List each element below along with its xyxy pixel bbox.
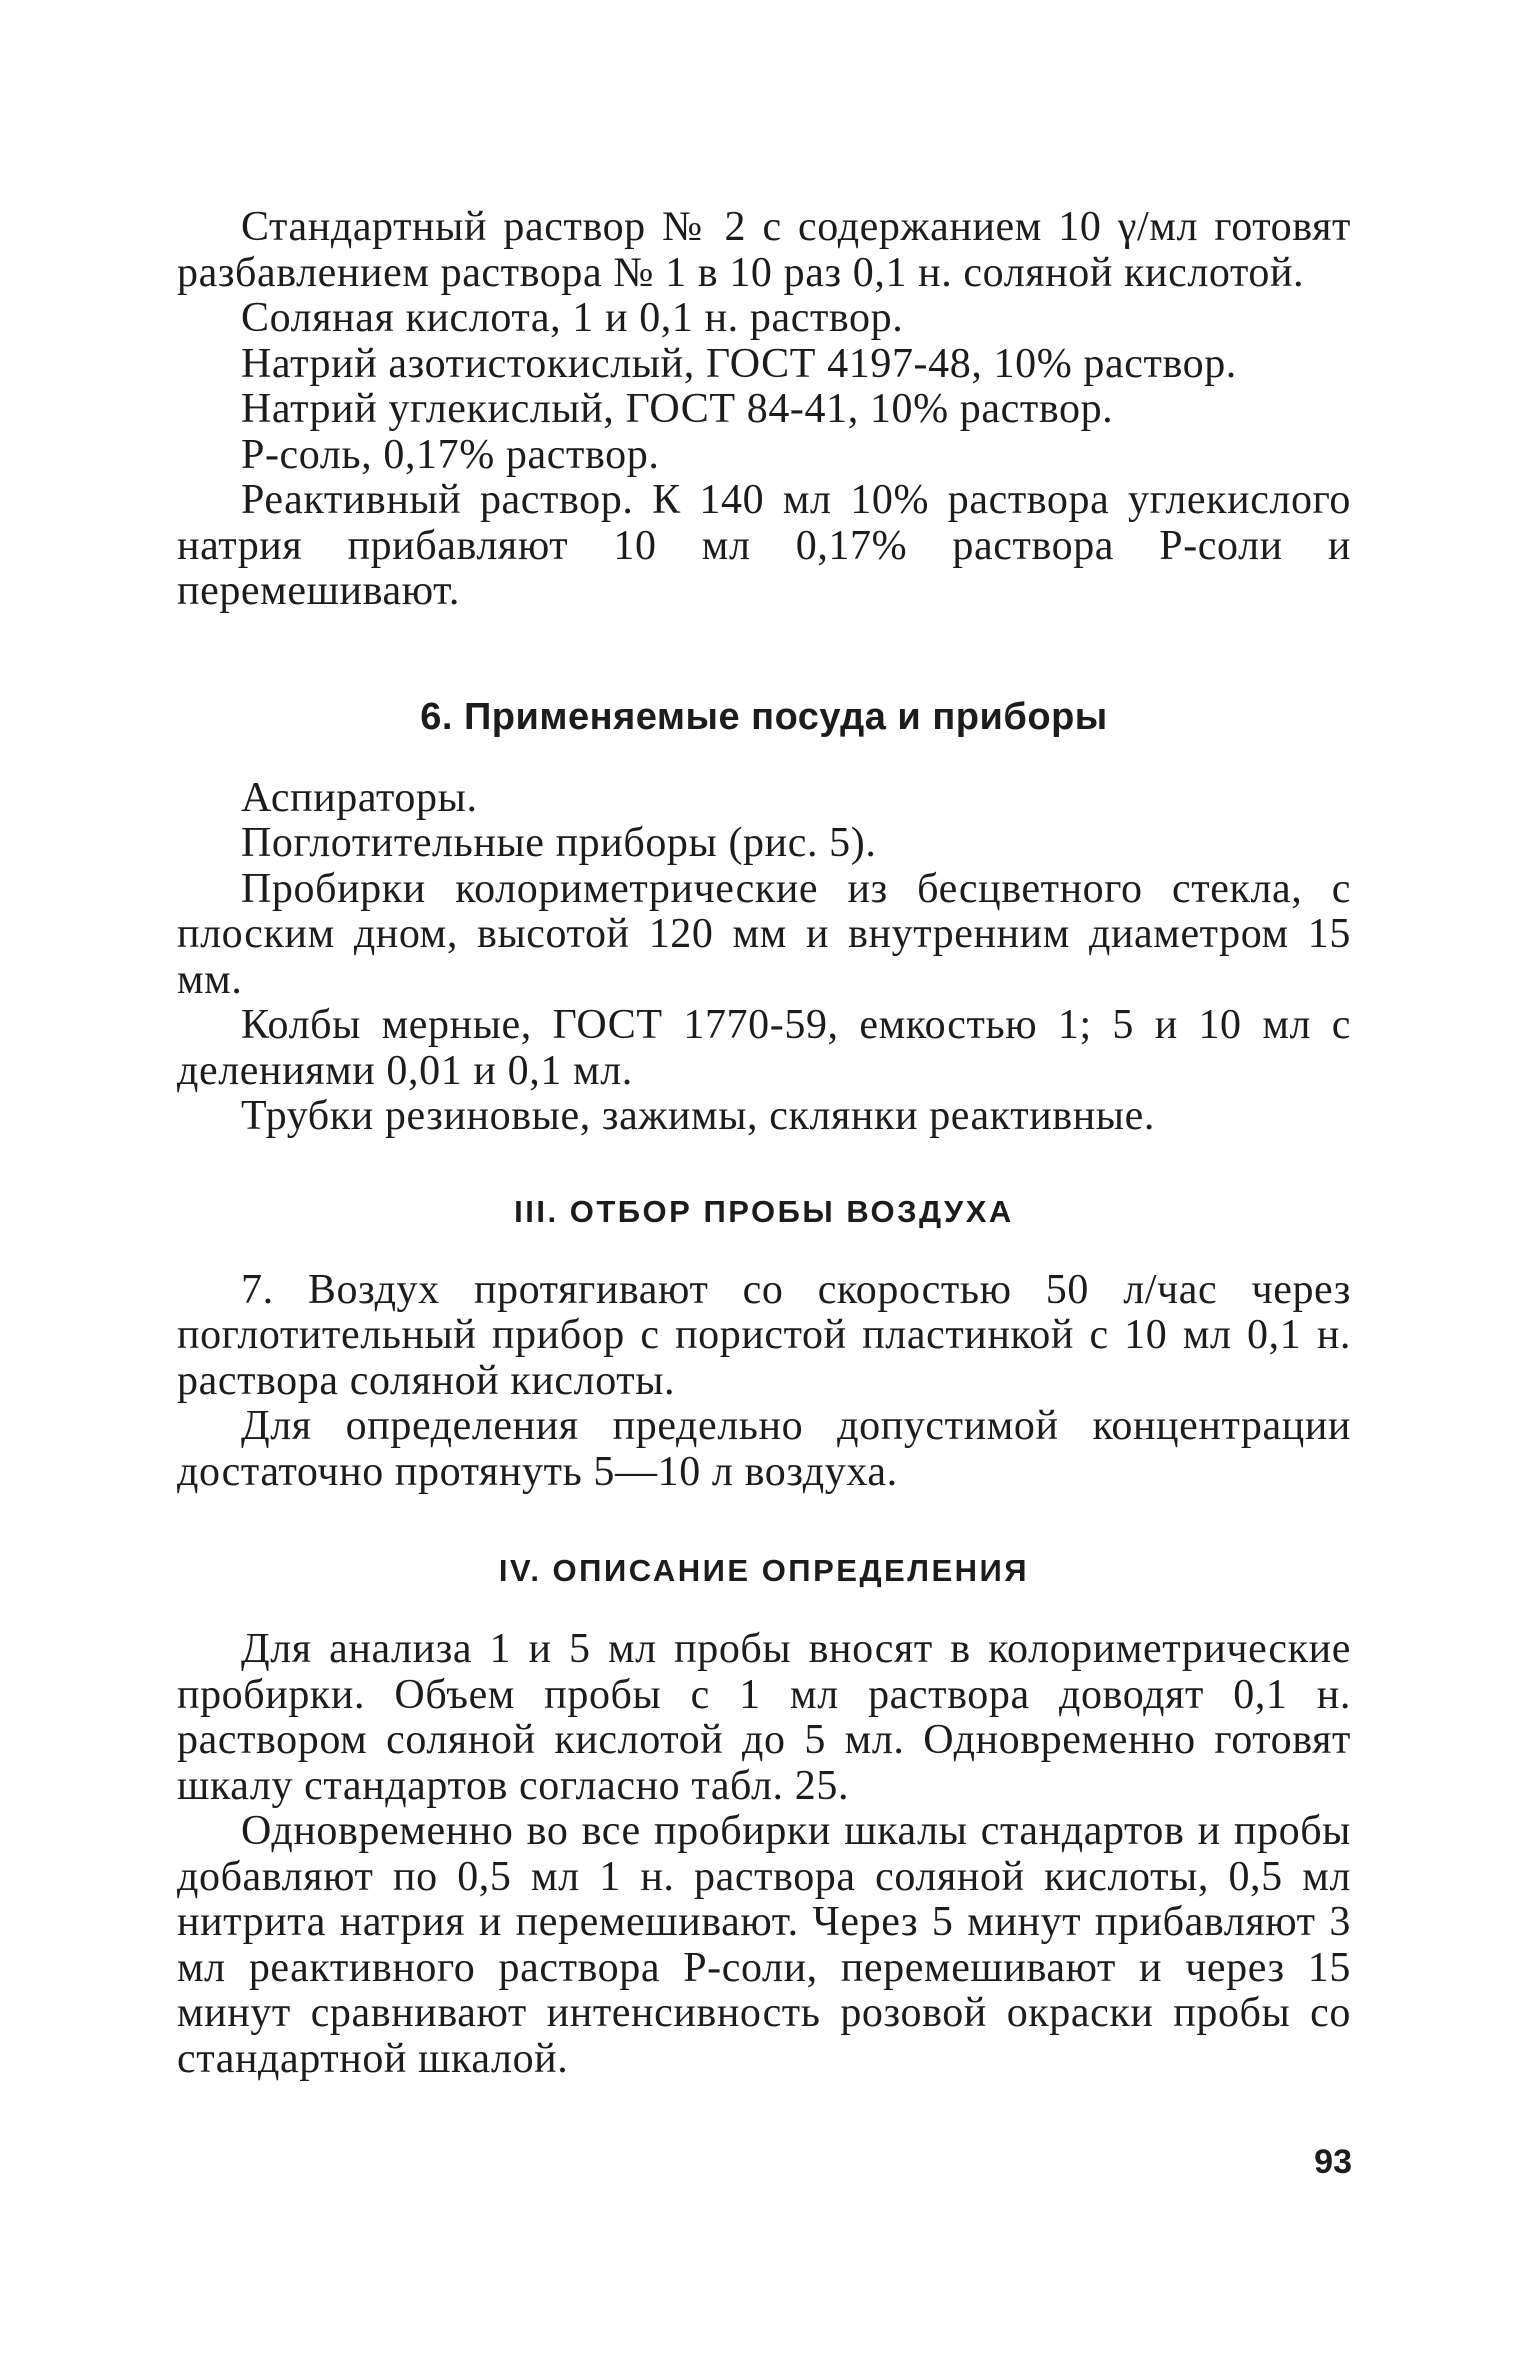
method-paragraph: Одновременно во все пробирки шкалы стандартов и пробы добавляют по 0,5 мл 1 н. раствора соляной кислоты, 0,5 мл нитрита натрия и перемешивают. Через 5 минут прибавляют 3 мл реактивного раствора Р-соли, перемешивают и через 15 минут сравнивают интенсивность розовой окраски пробы со стандартной шкалой. [177, 1808, 1351, 2082]
reagent-hydrochloric-acid: Соляная кислота, 1 и 0,1 н. раствор. [241, 295, 904, 341]
sampling-paragraph: Для определения предельно допустимой концентрации достаточно протянуть 5—10 л воздуха. [177, 1403, 1351, 1495]
equipment-item: Пробирки колориметрические из бесцветного стекла, с плоским дном, высотой 120 мм и внутренним диаметром 15 мм. [177, 865, 1351, 1003]
equipment-item: Аспираторы. [241, 774, 478, 821]
reagent-sodium-nitrite: Натрий азотистокислый, ГОСТ 4197-48, 10% раствор. [241, 340, 1237, 387]
method-paragraph: Для анализа 1 и 5 мл пробы вносят в колориметрические пробирки. Объем пробы с 1 мл раствора доводят 0,1 н. раствором соляной кислотой до 5 мл. Одновременно готовят шкалу стандартов согласно табл. 25. [177, 1626, 1351, 1809]
reagent-r-salt: Р-соль, 0,17% раствор. [241, 431, 660, 478]
reagent-standard-solution-2: Стандартный раствор № 2 с содержанием 10 γ/мл готовят разбавлением раствора № 1 в 10 раз 0,1 н. соляной кислотой. [177, 204, 1351, 296]
reagent-reactive-solution: Реактивный раствор. К 140 мл 10% раствора углекислого натрия прибавляют 10 мл 0,17% раствора Р-соли и перемешивают. [177, 477, 1351, 614]
section-6-heading: 6. Применяемые посуда и приборы [420, 695, 1108, 738]
equipment-item: Поглотительные приборы (рис. 5). [241, 820, 877, 866]
equipment-item: Колбы мерные, ГОСТ 1770-59, емкостью 1; 5 и 10 мл с делениями 0,01 и 0,1 мл. [177, 1002, 1351, 1094]
sampling-paragraph: 7. Воздух протягивают со скоростью 50 л/час через поглотительный прибор с пористой пластинкой с 10 мл 0,1 н. раствора соляной кислоты. [177, 1266, 1351, 1404]
page-body [177, 205, 1351, 2082]
equipment-item: Трубки резиновые, зажимы, склянки реактивные. [241, 1093, 1155, 1139]
section-IV-heading: IV. ОПИСАНИЕ ОПРЕДЕЛЕНИЯ [498, 1553, 1030, 1588]
section-III-heading: III. ОТБОР ПРОБЫ ВОЗДУХА [514, 1193, 1014, 1229]
page-number: 93 [1314, 2143, 1352, 2181]
reagent-sodium-carbonate: Натрий углекислый, ГОСТ 84-41, 10% раствор. [241, 386, 1114, 432]
